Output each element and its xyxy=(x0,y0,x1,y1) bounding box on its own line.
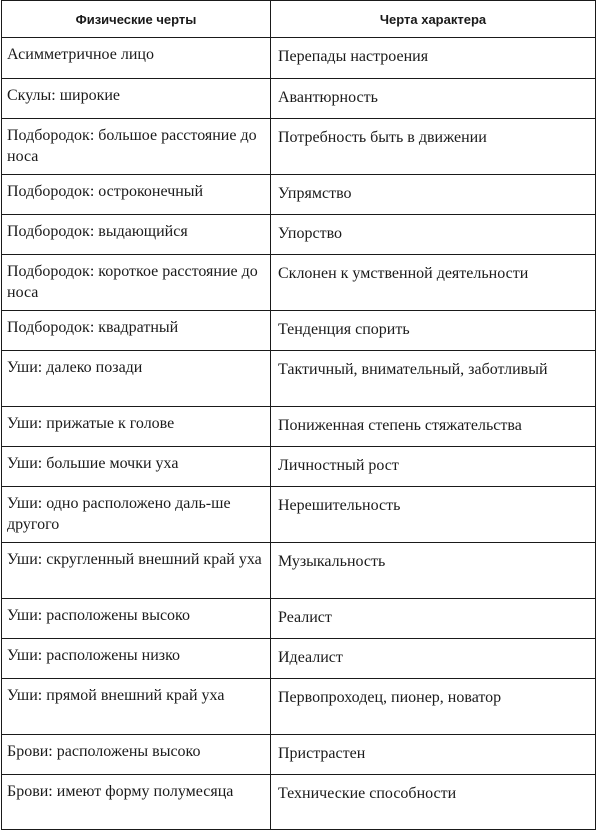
cell-character-trait xyxy=(271,679,596,735)
table-row xyxy=(2,599,596,639)
cell-character-trait xyxy=(271,775,596,830)
cell-character-trait-text: Личностный рост xyxy=(278,457,399,474)
cell-physical-feature: Уши: прижатые к голове xyxy=(2,407,271,447)
table-row xyxy=(2,79,596,119)
header-row xyxy=(2,1,596,38)
cell-physical-feature: Подбородок: выдающийся xyxy=(2,215,271,255)
cell-character-trait xyxy=(271,599,596,639)
cell-character-trait xyxy=(271,79,596,119)
cell-character-trait xyxy=(271,215,596,255)
cell-physical-feature: Скулы: широкие xyxy=(2,79,271,119)
cell-character-trait-text: Склонен к умственной деятельности xyxy=(278,265,529,282)
cell-character-trait xyxy=(271,255,596,311)
column-header-trait: Черта характера xyxy=(271,1,596,38)
table-row xyxy=(2,38,596,79)
cell-physical-feature: Уши: далеко позади xyxy=(2,351,271,407)
table-row xyxy=(2,543,596,599)
cell-character-trait xyxy=(271,311,596,351)
cell-character-trait-text: Потребность быть в движении xyxy=(278,129,487,146)
table-row xyxy=(2,639,596,679)
table-row xyxy=(2,487,596,543)
cell-character-trait-text: Технические способности xyxy=(278,785,457,802)
cell-physical-feature: Подбородок: остроконечный xyxy=(2,175,271,215)
cell-physical-feature: Уши: прямой внешний край уха xyxy=(2,679,271,735)
table-row xyxy=(2,775,596,830)
table-row xyxy=(2,407,596,447)
traits-table xyxy=(1,0,596,830)
cell-physical-feature: Подбородок: большое расстояние до носа xyxy=(2,119,271,175)
cell-physical-feature: Асимметричное лицо xyxy=(2,38,271,79)
cell-character-trait xyxy=(271,119,596,175)
cell-character-trait-text: Упорство xyxy=(278,225,343,242)
cell-physical-feature: Уши: скругленный внешний край уха xyxy=(2,543,271,599)
cell-physical-feature: Подбородок: квадратный xyxy=(2,311,271,351)
cell-character-trait xyxy=(271,351,596,407)
cell-character-trait xyxy=(271,487,596,543)
column-header-physical: Физические черты xyxy=(2,1,271,38)
table-row xyxy=(2,351,596,407)
cell-character-trait-text: Пристрастен xyxy=(278,745,366,762)
table-row xyxy=(2,311,596,351)
cell-character-trait-text: Идеалист xyxy=(278,649,343,666)
cell-character-trait-text: Реалист xyxy=(278,609,332,626)
cell-character-trait xyxy=(271,407,596,447)
cell-character-trait xyxy=(271,175,596,215)
cell-character-trait xyxy=(271,639,596,679)
cell-physical-feature: Уши: большие мочки уха xyxy=(2,447,271,487)
cell-character-trait-text: Тактичный, внимательный, заботливый xyxy=(278,361,548,378)
table-row xyxy=(2,255,596,311)
cell-character-trait-text: Нерешительность xyxy=(278,497,401,514)
cell-character-trait-text: Перепады настроения xyxy=(278,48,429,65)
table-row xyxy=(2,735,596,775)
cell-physical-feature: Подбородок: короткое расстояние до носа xyxy=(2,255,271,311)
table-row xyxy=(2,447,596,487)
cell-physical-feature: Уши: одно расположено даль-ше другого xyxy=(2,487,271,543)
cell-physical-feature: Уши: расположены высоко xyxy=(2,599,271,639)
cell-character-trait xyxy=(271,38,596,79)
cell-physical-feature: Брови: имеют форму полумесяца xyxy=(2,775,271,830)
cell-character-trait-text: Первопроходец, пионер, новатор xyxy=(278,689,502,706)
cell-character-trait-text: Авантюрность xyxy=(278,89,378,106)
table-row xyxy=(2,215,596,255)
cell-character-trait-text: Пониженная степень стяжательства xyxy=(278,417,522,434)
cell-character-trait-text: Тенденция спорить xyxy=(278,321,410,338)
table-row xyxy=(2,175,596,215)
cell-character-trait xyxy=(271,735,596,775)
table-row xyxy=(2,679,596,735)
cell-character-trait-text: Музыкальность xyxy=(278,553,386,570)
table-row xyxy=(2,119,596,175)
cell-physical-feature: Уши: расположены низко xyxy=(2,639,271,679)
cell-character-trait xyxy=(271,543,596,599)
cell-physical-feature: Брови: расположены высоко xyxy=(2,735,271,775)
cell-character-trait xyxy=(271,447,596,487)
cell-character-trait-text: Упрямство xyxy=(278,185,352,202)
table-body xyxy=(2,38,596,830)
